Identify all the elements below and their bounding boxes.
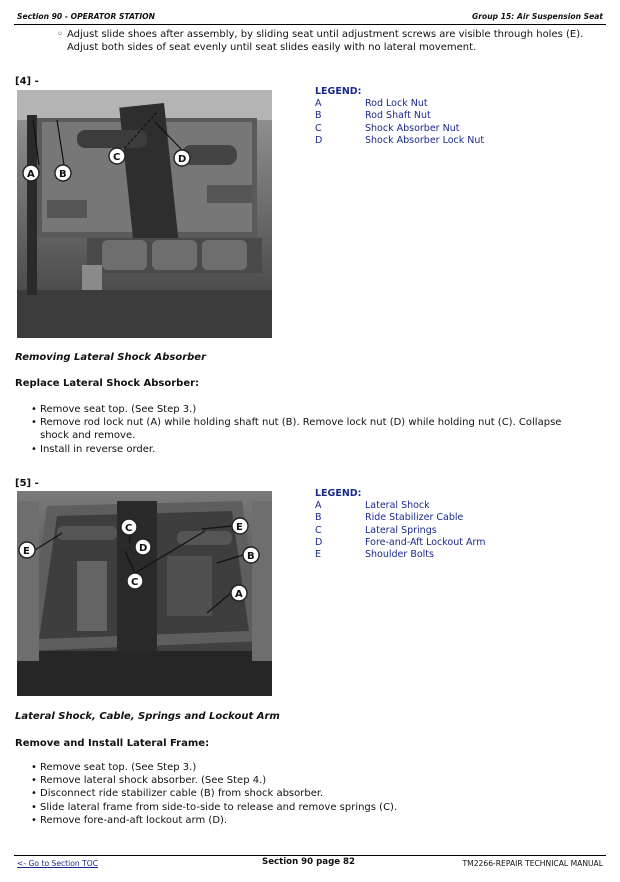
intro-item: ◦ Adjust slide shoes after assembly, by sliding seat until adjustment screws are visible through holes (E). Adjust both sides of seat evenly until seat slides easily with no lateral movement. (56, 28, 601, 54)
legend-title: LEGEND: (315, 86, 362, 97)
footer-rule (14, 855, 606, 856)
list-item: • Remove fore-and-aft lockout arm (D). (29, 814, 589, 827)
step-4-list (29, 403, 574, 456)
step-4-caption: Removing Lateral Shock Absorber (15, 352, 207, 363)
page-number: Section 90 page 82 (262, 857, 356, 867)
list-item: • Remove seat top. (See Step 3.) (29, 403, 574, 416)
legend-row: C Lateral Springs (315, 524, 437, 536)
list-item: • Disconnect ride stabilizer cable (B) from shock absorber. (29, 787, 589, 800)
legend-row: B Rod Shaft Nut (315, 110, 431, 122)
legend-row: E Shoulder Bolts (315, 549, 434, 561)
list-item: • Slide lateral frame from side-to-side to release and remove springs (C). (29, 801, 589, 814)
step-5-photo (17, 491, 272, 696)
callout-D: D (178, 154, 187, 165)
step-4-label: [4] - (15, 76, 39, 87)
group-title: Group 15: Air Suspension Seat (472, 12, 603, 21)
manual-title: TM2266-REPAIR TECHNICAL MANUAL (462, 859, 603, 868)
section-toc-link[interactable]: <- Go to Section TOC (17, 859, 99, 868)
callout-E: E (236, 522, 243, 533)
header-rule (14, 24, 606, 25)
callout-C: C (125, 523, 133, 534)
callout-A: A (235, 589, 243, 600)
callout-B: B (247, 551, 255, 562)
step-4-legend (315, 86, 605, 147)
legend-row: A Rod Lock Nut (315, 98, 428, 110)
step-4-photo (17, 90, 272, 338)
callout-E: E (23, 546, 30, 557)
step-5-legend (315, 488, 605, 561)
callout-C: C (113, 152, 121, 163)
list-item: • Remove seat top. (See Step 3.) (29, 761, 589, 774)
legend-title: LEGEND: (315, 488, 362, 499)
callout-A: A (27, 169, 35, 180)
callout-C: C (131, 577, 139, 588)
intro-list (56, 28, 601, 54)
legend-row: D Fore-and-Aft Lockout Arm (315, 536, 486, 548)
section-title: Section 90 - OPERATOR STATION (17, 12, 155, 21)
step-5-heading: Remove and Install Lateral Frame: (15, 738, 210, 749)
callout-B: B (59, 169, 67, 180)
list-item: • Install in reverse order. (29, 443, 574, 456)
step-5-label: [5] - (15, 478, 39, 489)
list-item: • Remove lateral shock absorber. (See Step 4.) (29, 774, 589, 787)
legend-row: C Shock Absorber Nut (315, 122, 460, 134)
step-5-list (29, 761, 589, 827)
legend-row: A Lateral Shock (315, 500, 430, 512)
callout-D: D (139, 543, 148, 554)
step-5-caption: Lateral Shock, Cable, Springs and Lockout Arm (15, 711, 280, 722)
list-item: • Remove rod lock nut (A) while holding shaft nut (B). Remove lock nut (D) while holding nut (C). Collapse shock and remove. (29, 416, 574, 442)
step-4-heading: Replace Lateral Shock Absorber: (15, 378, 200, 389)
legend-row: B Ride Stabilizer Cable (315, 512, 464, 524)
legend-row: D Shock Absorber Lock Nut (315, 134, 485, 146)
